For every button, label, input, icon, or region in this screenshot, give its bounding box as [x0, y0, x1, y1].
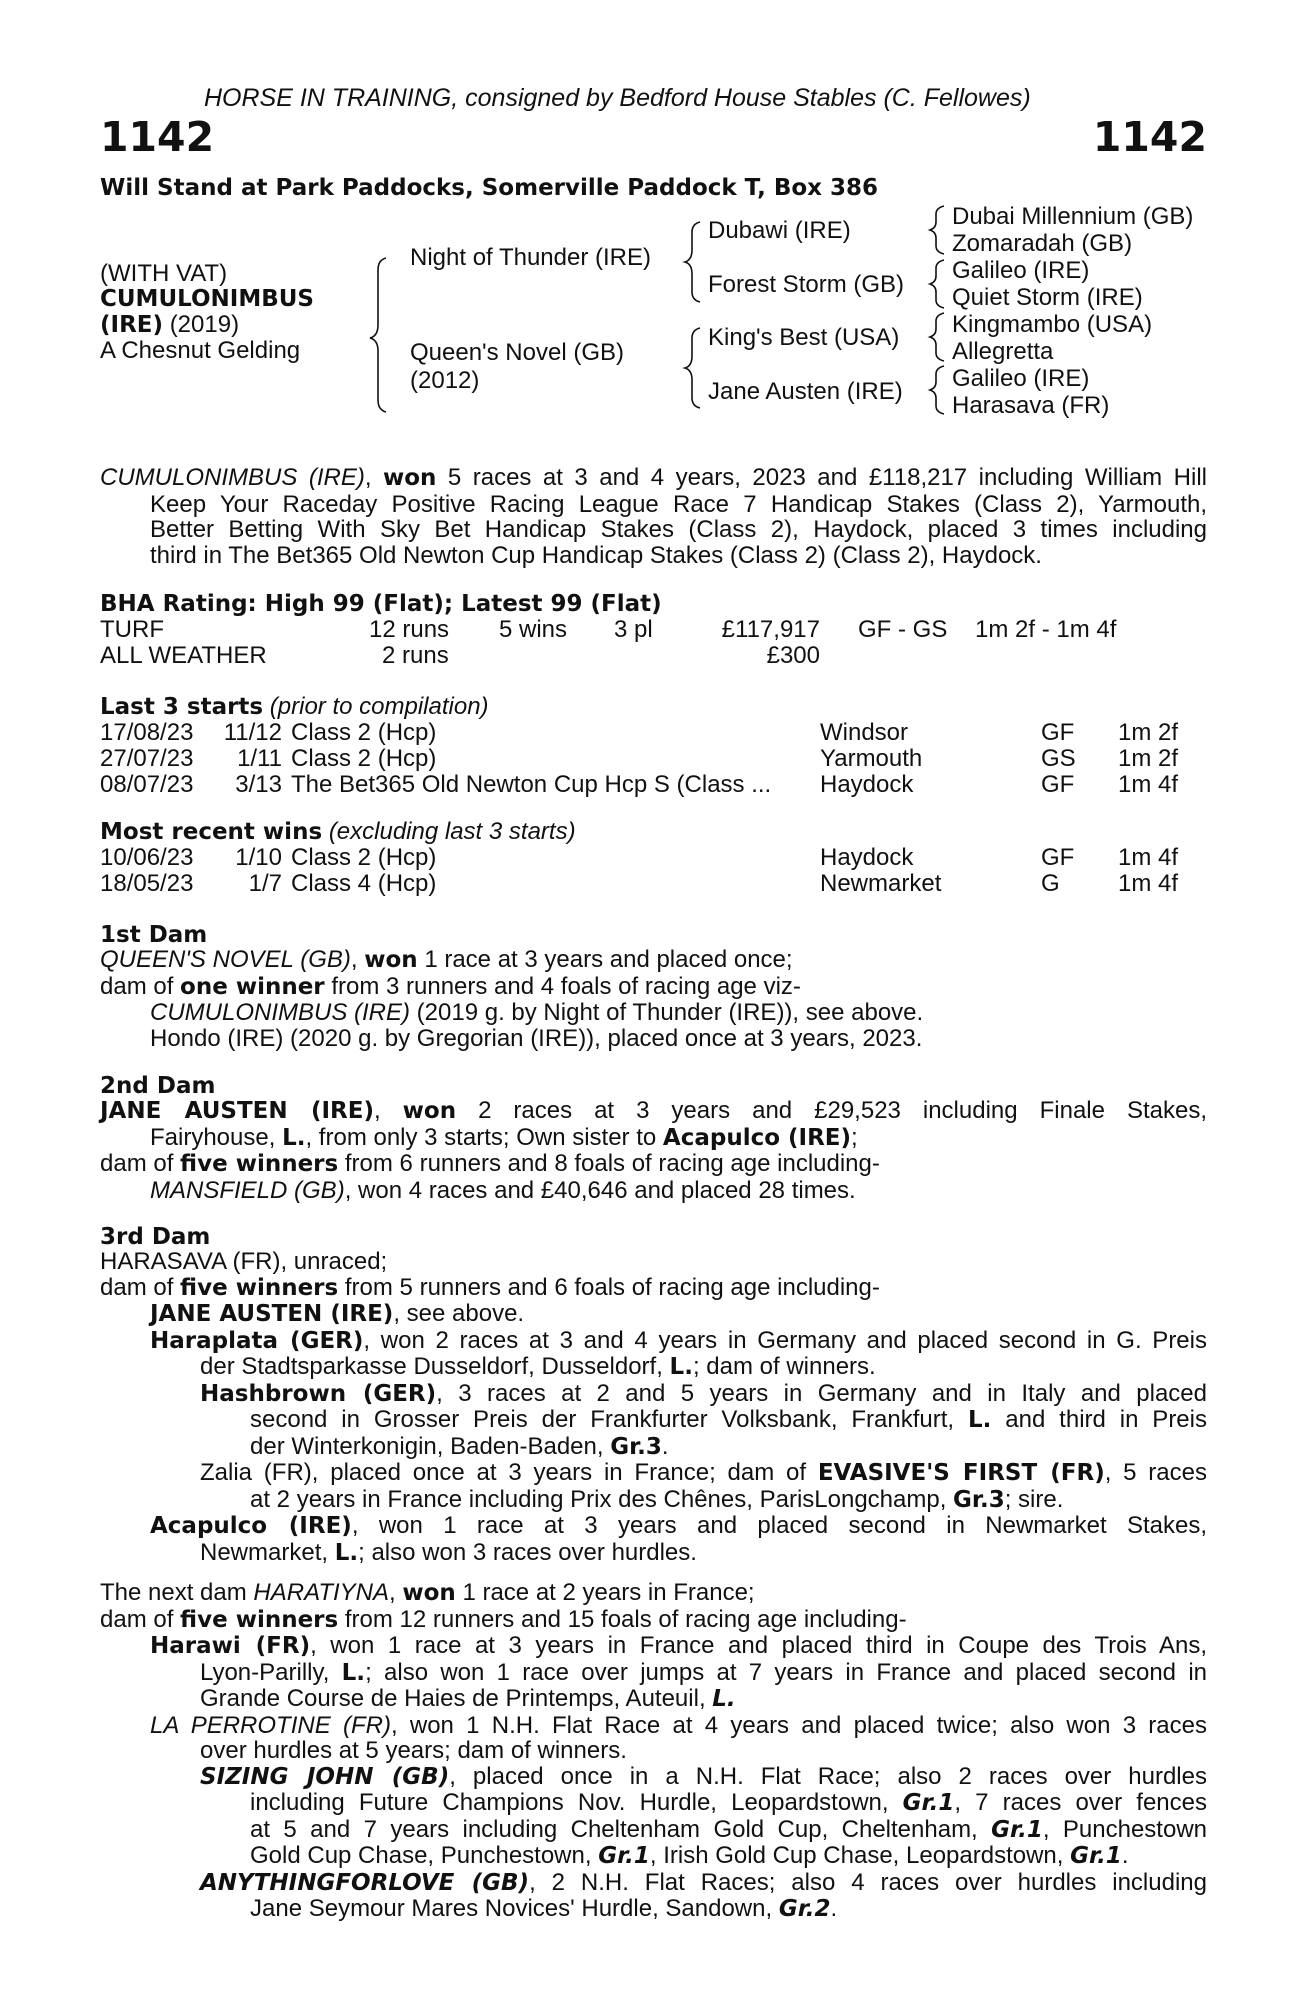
third-dam-text-6b: , 3 races at 2 and 5 years in Germany and in Italy and placed: [436, 1379, 1208, 1407]
first-dam-winners: one winner: [180, 973, 325, 1000]
next-dam-text-1e: 1 race at 2 years in France;: [455, 1579, 755, 1606]
rating-runs: 12 runs: [369, 616, 450, 643]
dam-name: Queen's Novel (GB): [410, 339, 624, 366]
third-dam-text-7c: and third in Preis: [991, 1406, 1207, 1433]
listed-marker: L.: [712, 1686, 736, 1712]
start-going: GF: [1041, 719, 1075, 746]
start-position: 11/12: [223, 719, 282, 746]
group-marker: Gr.3: [610, 1433, 662, 1460]
group-marker: Gr.2: [778, 1896, 831, 1922]
sire-brace: [685, 222, 700, 302]
summary-horse: CUMULONIMBUS (IRE): [100, 464, 365, 491]
third-dam-text-2a: dam of: [100, 1273, 181, 1301]
first-dam-text-1: 1 race at 3 years and placed once;: [417, 946, 793, 973]
rating-earnings: £117,917: [721, 616, 820, 643]
listed-marker: L.: [334, 1539, 359, 1566]
summary-comma: ,: [364, 464, 383, 491]
next-dam-text-11e: .: [1121, 1842, 1129, 1869]
next-dam-text-10a: at 5 and 7 years including Cheltenham Gold Cup, Cheltenham,: [250, 1815, 992, 1843]
start-race: Class 2 (Hcp): [291, 745, 437, 772]
produce-haraplata: Haraplata (GER): [150, 1327, 364, 1354]
next-dam-text-7: over hurdles at 5 years; dam of winners.: [200, 1737, 627, 1764]
third-dam-text-2c: from 5 runners and 6 foals of racing age including-: [338, 1273, 880, 1301]
second-dam-text: [100, 1098, 1207, 1203]
vat-label: (WITH VAT): [100, 260, 228, 287]
win-distance: 1m 4f: [1118, 870, 1179, 897]
second-dam-text-3c: from 6 runners and 8 foals of racing age including-: [338, 1150, 880, 1177]
win-going: GF: [1041, 844, 1075, 871]
next-dam-text-12b: , 2 N.H. Flat Races; also 4 races over hurdles including: [529, 1868, 1207, 1896]
next-dam-text-2a: dam of: [100, 1605, 181, 1633]
second-dam-text-4b: , won 4 races and £40,646 and placed 28 times.: [344, 1176, 856, 1204]
horse-description: A Chesnut Gelding: [100, 337, 301, 364]
ggp-3: Galileo (IRE): [952, 257, 1090, 284]
win-going: G: [1041, 870, 1060, 897]
next-dam-comma: ,: [389, 1579, 403, 1606]
produce-sizing-john: SIZING JOHN (GB): [200, 1763, 450, 1790]
first-dam-text-2a: dam of: [100, 972, 181, 1000]
next-dam-text-4c: ; also won 1 race over jumps at 7 years in France and placed second in: [365, 1658, 1207, 1686]
forest-storm-brace: [930, 260, 944, 308]
produce-jane-austen: JANE AUSTEN (IRE): [150, 1301, 394, 1327]
group-marker: Gr.1: [1070, 1843, 1122, 1869]
third-dam-text-3b: , see above.: [393, 1300, 525, 1327]
second-dam-name: JANE AUSTEN (IRE): [100, 1098, 374, 1124]
last-starts-heading: [100, 694, 489, 721]
produce-acapulco: Acapulco (IRE): [150, 1513, 352, 1539]
second-dam-won: won: [402, 1098, 457, 1124]
ggp-8: Harasava (FR): [952, 392, 1110, 419]
next-dam-text-2c: from 12 runners and 15 foals of racing age including-: [338, 1605, 907, 1633]
horse-name: CUMULONIMBUS: [100, 286, 314, 312]
third-dam-text-7a: second in Grosser Preis der Frankfurter Volksbank, Frankfurt,: [250, 1406, 968, 1433]
third-dam-text-4b: , won 2 races at 3 and 4 years in Germany and placed second in G. Preis: [363, 1326, 1207, 1354]
lot-number-left: 1142: [100, 113, 215, 161]
ggp-5: Kingmambo (USA): [952, 311, 1153, 338]
consignment-line: HORSE IN TRAINING, consigned by Bedford House Stables (C. Fellowes): [204, 84, 1031, 112]
recent-wins-note: (excluding last 3 starts): [328, 818, 576, 845]
produce-hashbrown: Hashbrown (GER): [200, 1380, 437, 1407]
ggp-7: Galileo (IRE): [952, 365, 1090, 392]
summary-text-4: third in The Bet365 Old Newton Cup Handicap Stakes (Class 2) (Class 2), Haydock.: [150, 541, 1042, 569]
first-dam-produce-2: Hondo (IRE) (2020 g. by Gregorian (IRE)), placed once at 3 years, 2023.: [150, 1024, 923, 1052]
summary-text-1: 5 races at 3 and 4 years, 2023 and £118,217 including William Hill: [436, 464, 1207, 491]
next-dam-winners: five winners: [180, 1606, 339, 1633]
next-dam-text-3b: , won 1 race at 3 years in France and placed third in Coupe des Trois Ans,: [310, 1632, 1208, 1659]
stand-location: Will Stand at Park Paddocks, Somerville Paddock T, Box 386: [100, 175, 879, 201]
first-dam-won: won: [364, 947, 418, 973]
rating-placed: 3 pl: [614, 616, 653, 643]
produce-evasives-first: EVASIVE'S FIRST (FR): [817, 1460, 1105, 1486]
next-dam-text-11a: Gold Cup Chase, Punchestown,: [250, 1842, 599, 1869]
third-dam-text-8a: der Winterkonigin, Baden-Baden,: [250, 1432, 611, 1460]
third-dam-heading: 3rd Dam: [100, 1224, 211, 1250]
start-course: Haydock: [820, 771, 914, 798]
dam-sire-name: King's Best (USA): [708, 324, 900, 351]
last-starts-title: Last 3 starts: [100, 694, 264, 720]
recent-wins-title: Most recent wins: [100, 819, 323, 845]
group-marker: Gr.1: [598, 1843, 650, 1869]
third-dam-winners: five winners: [180, 1274, 339, 1301]
start-race: The Bet365 Old Newton Cup Hcp S (Class ...: [291, 771, 772, 798]
second-dam-produce: MANSFIELD (GB): [150, 1176, 345, 1204]
sire-name: Night of Thunder (IRE): [410, 244, 651, 271]
third-dam-text-11b: , won 1 race at 3 years and placed second in Newmarket Stakes,: [351, 1512, 1208, 1539]
next-dam-text-9c: , 7 races over fences: [954, 1789, 1207, 1816]
next-dam-text: [100, 1580, 1207, 1923]
group-marker: Gr.1: [902, 1790, 955, 1816]
start-race: Class 2 (Hcp): [291, 719, 437, 746]
recent-wins-heading: [100, 819, 576, 846]
last-starts-note: (prior to compilation): [269, 693, 489, 720]
rating-wins: 5 wins: [499, 616, 568, 643]
start-course: Windsor: [820, 719, 909, 746]
dubawi-brace: [930, 206, 944, 254]
second-dam-text-2e: ;: [851, 1123, 858, 1151]
ggp-1: Dubai Millennium (GB): [952, 203, 1194, 230]
win-race: Class 4 (Hcp): [291, 870, 437, 897]
produce-harawi: Harawi (FR): [150, 1633, 311, 1659]
dam-dam-name: Jane Austen (IRE): [708, 378, 903, 405]
win-distance: 1m 4f: [1118, 844, 1179, 871]
kings-best-brace: [930, 313, 944, 361]
listed-marker: L.: [967, 1407, 992, 1433]
next-dam-name: HARATIYNA: [253, 1579, 389, 1606]
first-dam-text: [100, 947, 1207, 1051]
summary-text-2: Keep Your Raceday Positive Racing League Race 7 Handicap Stakes (Class 2), Yarmouth,: [150, 490, 1207, 518]
second-dam-text-3a: dam of: [100, 1150, 181, 1177]
third-dam-text-5c: ; dam of winners.: [692, 1353, 876, 1380]
group-marker: Gr.1: [991, 1816, 1043, 1843]
first-dam-comma: ,: [350, 946, 365, 973]
third-dam-name: HARASAVA (FR), unraced;: [100, 1248, 388, 1275]
third-dam-text-8c: .: [661, 1432, 669, 1460]
next-dam-text-13c: .: [830, 1895, 838, 1922]
rating-earnings: £300: [766, 642, 820, 669]
rating-going: GF - GS: [858, 616, 948, 643]
win-date: 18/05/23: [100, 870, 194, 897]
next-dam-text-5a: Grande Course de Haies de Printemps, Auteuil,: [200, 1685, 713, 1712]
second-dam-heading: 2nd Dam: [100, 1073, 216, 1099]
start-going: GS: [1041, 745, 1076, 772]
third-dam-text-5a: der Stadtsparkasse Dusseldorf, Dusseldorf,: [200, 1353, 670, 1380]
third-dam-text: [100, 1249, 1207, 1566]
dam-year: (2012): [410, 367, 480, 394]
third-dam-text-10c: ; sire.: [1004, 1485, 1064, 1513]
rating-surface: TURF: [100, 616, 164, 643]
second-dam-text-1: 2 races at 3 years and £29,523 including Finale Stakes,: [456, 1097, 1208, 1124]
third-dam-text-12c: ; also won 3 races over hurdles.: [358, 1538, 697, 1566]
lot-number-right: 1142: [1092, 113, 1207, 161]
start-position: 3/13: [235, 771, 282, 798]
rating-surface: ALL WEATHER: [100, 642, 267, 669]
horse-year: (2019): [169, 311, 240, 338]
next-dam-text-6b: , won 1 N.H. Flat Race at 4 years and placed twice; also won 3 races: [390, 1711, 1207, 1739]
sire-dam-brace: [370, 258, 386, 412]
listed-marker: L.: [669, 1354, 693, 1380]
third-dam-text-10a: at 2 years in France including Prix des Chênes, ParisLongchamp,: [250, 1485, 954, 1513]
win-position: 1/10: [235, 844, 282, 871]
third-dam-text-9a: Zalia (FR), placed once at 3 years in France; dam of: [200, 1459, 818, 1486]
rating-heading: BHA Rating: High 99 (Flat); Latest 99 (Flat): [100, 591, 662, 617]
win-position: 1/7: [248, 870, 282, 897]
first-dam-text-2c: from 3 runners and 4 foals of racing age viz-: [324, 972, 801, 1000]
ggp-6: Allegretta: [952, 338, 1054, 365]
race-summary: [100, 465, 1207, 568]
start-position: 1/11: [237, 745, 282, 772]
start-distance: 1m 4f: [1118, 771, 1179, 798]
next-dam-text-10c: , Punchestown: [1042, 1815, 1207, 1843]
start-date: 08/07/23: [100, 771, 194, 798]
first-dam-heading: 1st Dam: [100, 922, 208, 948]
win-course: Newmarket: [820, 870, 942, 897]
first-dam-produce-1: CUMULONIMBUS (IRE): [150, 999, 411, 1026]
next-dam-text-4a: Lyon-Parilly,: [200, 1658, 342, 1686]
next-dam-text-11c: , Irish Gold Cup Chase, Leopardstown,: [649, 1842, 1071, 1869]
next-dam-text-1a: The next dam: [100, 1579, 254, 1606]
ggp-2: Zomaradah (GB): [952, 230, 1133, 257]
next-dam-won: won: [402, 1580, 456, 1606]
second-dam-text-2a: Fairyhouse,: [150, 1123, 283, 1151]
sire-sire-name: Dubawi (IRE): [708, 217, 851, 244]
produce-anythingforlove: ANYTHINGFORLOVE (GB): [200, 1869, 530, 1896]
start-distance: 1m 2f: [1118, 719, 1179, 746]
start-date: 17/08/23: [100, 719, 194, 746]
listed-marker: L.: [341, 1659, 366, 1686]
summary-won: won: [382, 465, 437, 491]
start-date: 27/07/23: [100, 745, 194, 772]
second-dam-winners: five winners: [180, 1151, 339, 1177]
third-dam-text-9c: , 5 races: [1104, 1459, 1207, 1486]
group-marker: Gr.3: [953, 1486, 1005, 1513]
jane-austen-brace: [930, 366, 944, 414]
second-dam-text-2c: , from only 3 starts; Own sister to: [305, 1123, 663, 1151]
next-dam-text-9a: including Future Champions Nov. Hurdle, Leopardstown,: [250, 1789, 903, 1816]
sibling-name: Acapulco (IRE): [662, 1124, 852, 1151]
next-dam-text-8b: , placed once in a N.H. Flat Race; also 2 races over hurdles: [449, 1762, 1207, 1790]
ggp-4: Quiet Storm (IRE): [952, 284, 1143, 311]
win-race: Class 2 (Hcp): [291, 844, 437, 871]
rating-distance: 1m 2f - 1m 4f: [975, 616, 1117, 643]
next-dam-text-13a: Jane Seymour Mares Novices' Hurdle, Sandown,: [250, 1895, 779, 1922]
sire-dam-name: Forest Storm (GB): [708, 271, 905, 298]
produce-la-perrotine: LA PERROTINE (FR): [150, 1711, 391, 1739]
win-date: 10/06/23: [100, 844, 194, 871]
start-course: Yarmouth: [820, 745, 923, 772]
third-dam-text-12a: Newmarket,: [200, 1538, 335, 1566]
first-dam-text-3b: (2019 g. by Night of Thunder (IRE)), see above.: [410, 999, 924, 1026]
second-dam-comma: ,: [373, 1097, 403, 1124]
horse-country: (IRE): [100, 312, 164, 338]
start-going: GF: [1041, 771, 1075, 798]
start-distance: 1m 2f: [1118, 745, 1179, 772]
win-course: Haydock: [820, 844, 914, 871]
summary-text-3: Better Betting With Sky Bet Handicap Stakes (Class 2), Haydock, placed 3 times including: [150, 516, 1207, 543]
rating-runs: 2 runs: [382, 642, 449, 669]
dam-brace: [685, 328, 700, 408]
listed-marker: L.: [282, 1124, 306, 1151]
first-dam-name: QUEEN'S NOVEL (GB): [100, 946, 351, 973]
